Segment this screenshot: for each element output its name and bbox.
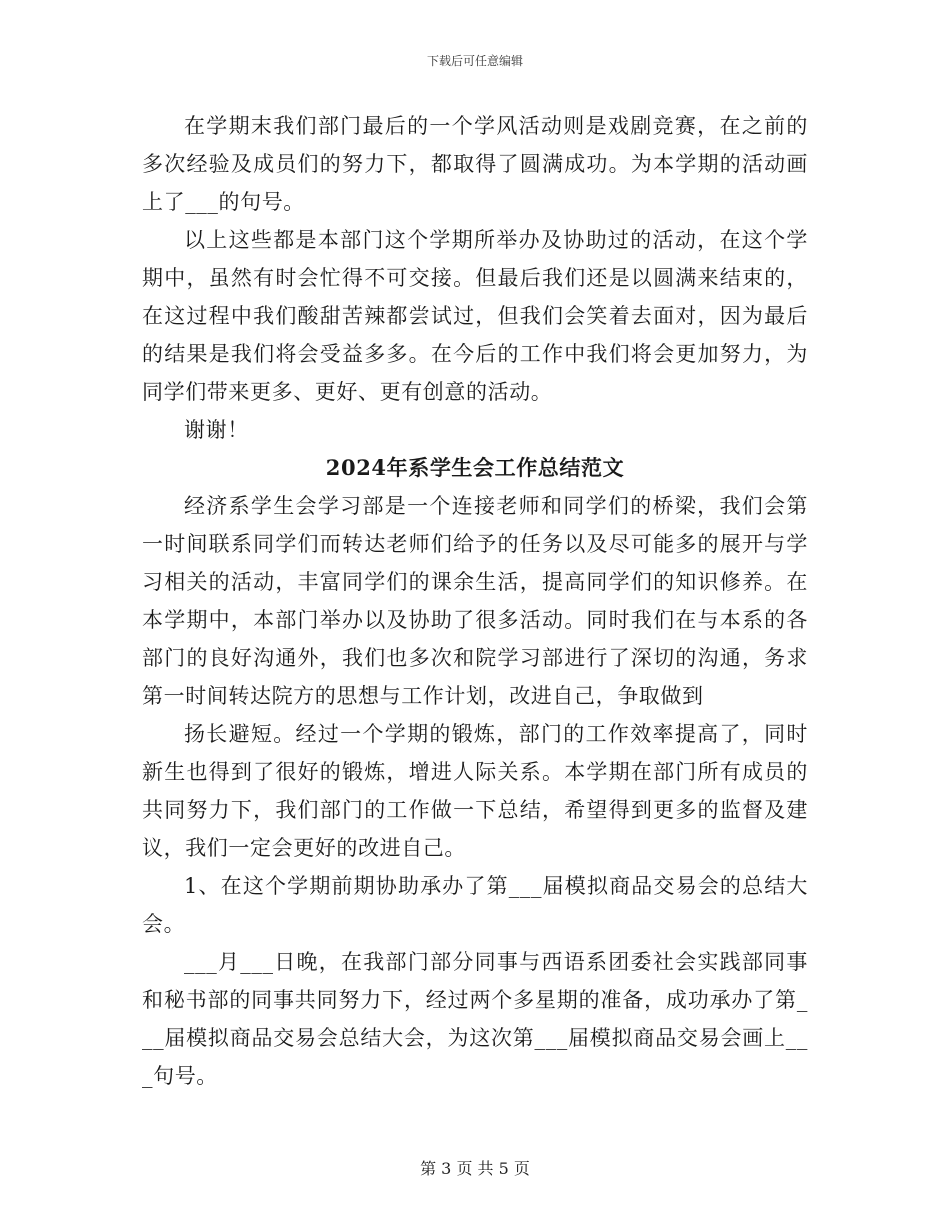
- header-note: 下载后可任意编辑: [426, 54, 523, 68]
- document-title: 2024年系学生会工作总结范文: [325, 455, 625, 480]
- paragraph: 经济系学生会学习部是一个连接老师和同学们的桥梁，我们会第一时间联系同学们而转达老师们给予的任务以及尽可能多的展开与学习相关的活动，丰富同学们的课余生活，提高同学们的知识修养。在本学期中，本部门举办以及协助了很多活动。同时我们在与本系的各部门的良好沟通外，我们也多次和院学习部进行了深切的沟通，务求第一时间转达院方的思想与工作计划，改进自己，争取做到: [142, 494, 808, 708]
- document-body: [142, 107, 808, 1095]
- paragraph: 扬长避短。经过一个学期的锻炼，部门的工作效率提高了，同时新生也得到了很好的锻炼，增进人际关系。本学期在部门所有成员的共同努力下，我们部门的工作做一下总结，希望得到更多的监督及建议，我们一定会更好的改进自己。: [142, 722, 808, 860]
- paragraph: 以上这些都是本部门这个学期所举办及协助过的活动，在这个学期中，虽然有时会忙得不可交接。但最后我们还是以圆满来结束的，在这过程中我们酸甜苦辣都尝试过，但我们会笑着去面对，因为最后的结果是我们将会受益多多。在今后的工作中我们将会更加努力，为同学们带来更多、更好、更有创意的活动。: [142, 228, 808, 404]
- paragraph: ___月___日晚，在我部门部分同事与西语系团委社会实践部同事和秘书部的同事共同努力下，经过两个多星期的准备，成功承办了第___届模拟商品交易会总结大会，为这次第___届模拟商品交易会画上___句号。: [142, 950, 808, 1088]
- paragraph: 1、在这个学期前期协助承办了第___届模拟商品交易会的总结大会。: [142, 874, 808, 936]
- closing-thanks: 谢谢！: [184, 418, 249, 442]
- page-number: 第 3 页 共 5 页: [420, 1159, 530, 1178]
- paragraph: 在学期末我们部门最后的一个学风活动则是戏剧竞赛，在之前的多次经验及成员们的努力下，都取得了圆满成功。为本学期的活动画上了___的句号。: [142, 114, 808, 214]
